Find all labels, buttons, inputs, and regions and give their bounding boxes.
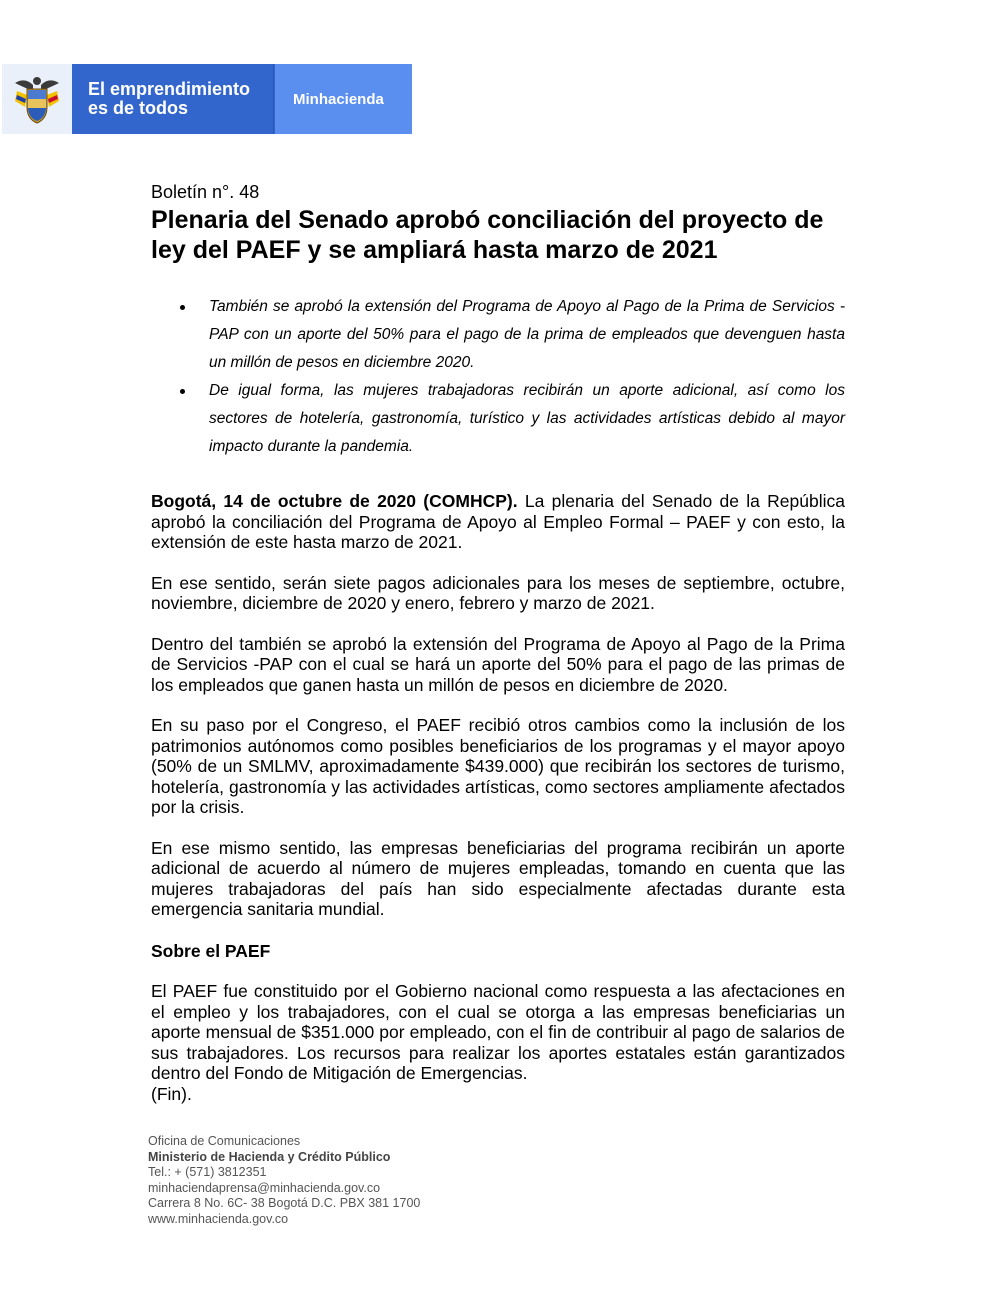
coat-of-arms-logo bbox=[2, 64, 72, 134]
footer-address: Carrera 8 No. 6C- 38 Bogotá D.C. PBX 381 1700 bbox=[148, 1196, 421, 1210]
footer-website[interactable]: www.minhacienda.gov.co bbox=[148, 1211, 289, 1226]
footer-contact bbox=[148, 1134, 420, 1227]
bullet-item: También se aprobó la extensión del Programa de Apoyo al Pago de la Prima de Servicios - PAP con un aporte del 50% para el pago de la prima de empleados que devenguen hasta un millón de pesos en diciembre 2020. bbox=[209, 293, 845, 377]
end-mark: (Fin). bbox=[151, 1083, 192, 1104]
slogan-line-1: El emprendimiento bbox=[88, 79, 251, 99]
document-title: Plenaria del Senado aprobó conciliación del proyecto de ley del PAEF y se ampliará hasta marzo de 2021 bbox=[151, 206, 824, 264]
paragraph-2: En ese sentido, serán siete pagos adicionales para los meses de septiembre, octubre, noviembre, diciembre de 2020 y enero, febrero y marzo de 2021. bbox=[151, 572, 845, 613]
paragraph-5: En ese mismo sentido, las empresas beneficiarias del programa recibirán un aporte adicional de acuerdo al número de mujeres empleadas, tomando en cuenta que las mujeres trabajadoras del país han sido especialmente afectadas durante esta emergencia sanitaria mundial. bbox=[151, 837, 845, 919]
header-banner bbox=[2, 64, 412, 134]
footer-office: Oficina de Comunicaciones bbox=[148, 1134, 301, 1148]
banner-divider bbox=[273, 64, 274, 134]
document-body bbox=[151, 181, 845, 1104]
paragraph-4: En su paso por el Congreso, el PAEF recibió otros cambios como la inclusión de los patrimonios autónomos como posibles beneficiarios de los programas y el mayor apoyo (50% de un SMLMV, aproximadamente $439.000) que recibirán los sectores de turismo, hotelería, gastronomía y las actividades artísticas, como sectores ampliamente afectados por la crisis. bbox=[151, 715, 845, 817]
slogan-block bbox=[72, 64, 275, 134]
slogan-line-2: es de todos bbox=[88, 98, 189, 118]
footer-email[interactable]: minhaciendaprensa@minhacienda.gov.co bbox=[148, 1180, 381, 1195]
paragraph-3: Dentro del también se aprobó la extensión del Programa de Apoyo al Pago de la Prima de Servicios -PAP con el cual se hará un aporte del 50% para el pago de las primas de los empleados que ganen hasta un millón de pesos en diciembre de 2020. bbox=[151, 633, 845, 695]
bullet-item: De igual forma, las mujeres trabajadoras recibirán un aporte adicional, así como los sectores de hotelería, gastronomía, turístico y las actividades artísticas debido al mayor impacto durante la pandemia. bbox=[209, 377, 845, 461]
dateline: Bogotá, 14 de octubre de 2020 (COMHCP). bbox=[151, 491, 518, 511]
paragraph-1 bbox=[151, 491, 845, 553]
summary-bullets bbox=[151, 293, 845, 461]
coat-of-arms-icon bbox=[11, 71, 63, 127]
bulletin-number: Boletín n°. 48 bbox=[151, 182, 260, 202]
ministry-label: Minhacienda bbox=[275, 64, 412, 134]
section-heading: Sobre el PAEF bbox=[151, 940, 271, 961]
footer-phone: Tel.: + (571) 3812351 bbox=[148, 1165, 267, 1179]
paragraph-1-text: La plenaria del Senado de la República aprobó la conciliación del Programa de Apoyo al Empleo Formal – PAEF y con esto, la extensión de este hasta marzo de 2021. bbox=[151, 491, 845, 552]
footer-ministry: Ministerio de Hacienda y Crédito Público bbox=[148, 1149, 391, 1164]
paragraph-6: El PAEF fue constituido por el Gobierno nacional como respuesta a las afectaciones en el empleo y los trabajadores, con el cual se otorga a las empresas beneficiarias un aporte mensual de $351.000 por empleado, con el fin de contribuir al pago de salarios de sus trabajadores. Los recursos para realizar los aportes estatales están garantizados dentro del Fondo de Mitigación de Emergencias. bbox=[151, 981, 845, 1083]
